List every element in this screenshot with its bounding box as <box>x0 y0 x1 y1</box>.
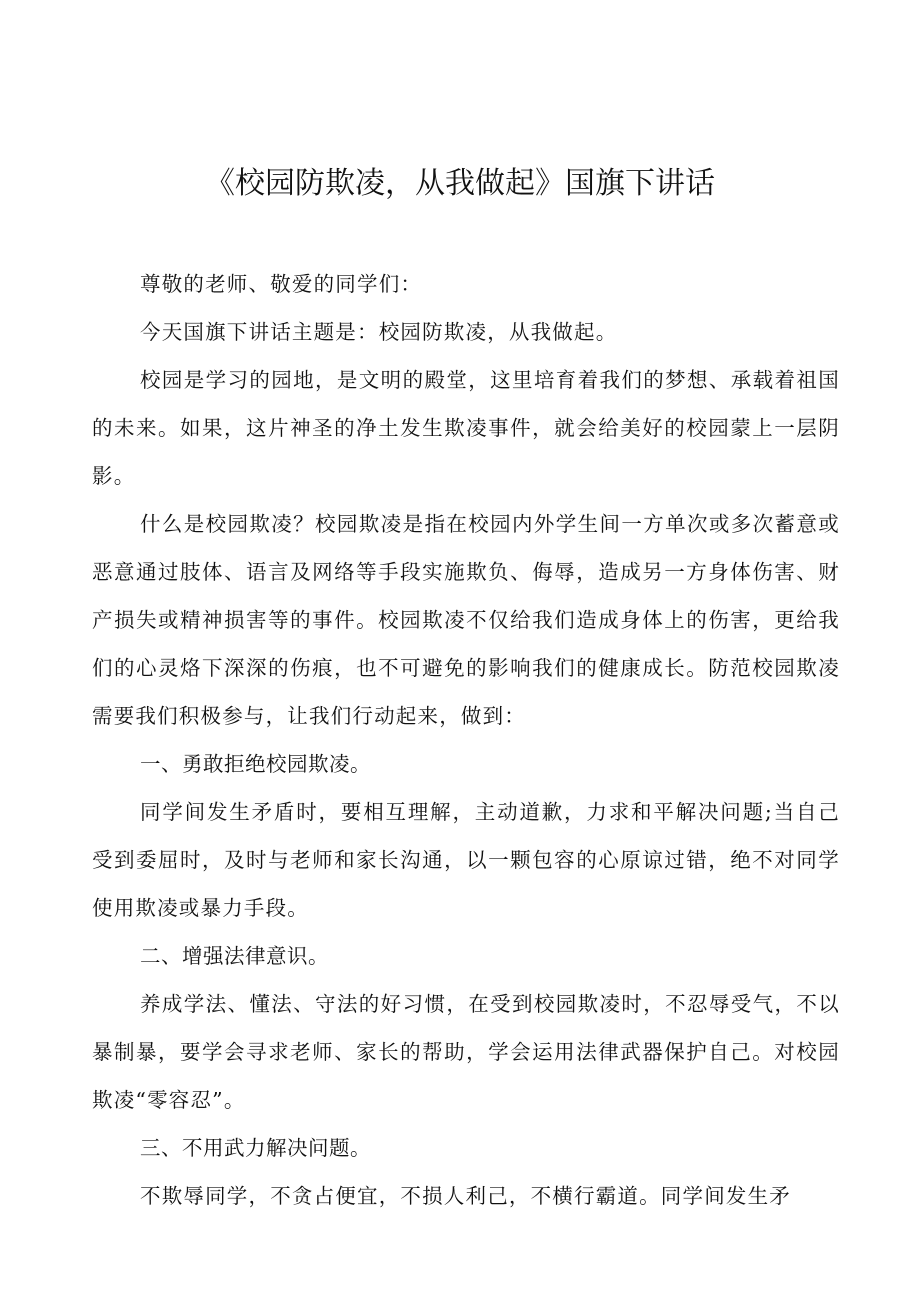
section-heading-1: 一、勇敢拒绝校园欺凌。 <box>140 752 371 776</box>
document-title: 《校园防欺凌，从我做起》国旗下讲话 <box>205 166 715 201</box>
paragraph-definition: 什么是校园欺凌？校园欺凌是指在校园内外学生间一方单次或多次蓄意或恶意通过肢体、语言及网络等手段实施欺负、侮辱，造成另一方身体伤害、财产损失或精神损害等的事件。校园欺凌不仅给我们造成身体上的伤害，更给我们的心灵烙下深深的伤痕，也不可避免的影响我们的健康成长。防范校园欺凌需要我们积极参与，让我们行动起来，做到： <box>92 512 840 728</box>
paragraph-campus: 校园是学习的园地，是文明的殿堂，这里培育着我们的梦想、承载着祖国的未来。如果，这片神圣的净土发生欺凌事件，就会给美好的校园蒙上一层阴影。 <box>92 368 840 488</box>
document-body <box>92 260 840 1220</box>
paragraph-topic: 今天国旗下讲话主题是：校园防欺凌，从我做起。 <box>140 320 618 344</box>
section-heading-2: 二、增强法律意识。 <box>140 944 329 968</box>
section-text-3: 不欺辱同学，不贪占便宜，不损人利己，不横行霸道。同学间发生矛 <box>140 1184 791 1208</box>
section-text-2: 养成学法、懂法、守法的好习惯，在受到校园欺凌时，不忍辱受气，不以暴制暴，要学会寻求老师、家长的帮助，学会运用法律武器保护自己。对校园欺凌“零容忍”。 <box>92 992 840 1112</box>
section-text-1: 同学间发生矛盾时，要相互理解，主动道歉，力求和平解决问题;当自己受到委屈时，及时与老师和家长沟通，以一颗包容的心原谅过错，绝不对同学使用欺凌或暴力手段。 <box>92 800 840 920</box>
section-heading-3: 三、不用武力解决问题。 <box>140 1136 371 1160</box>
greeting: 尊敬的老师、敬爱的同学们： <box>140 272 423 296</box>
